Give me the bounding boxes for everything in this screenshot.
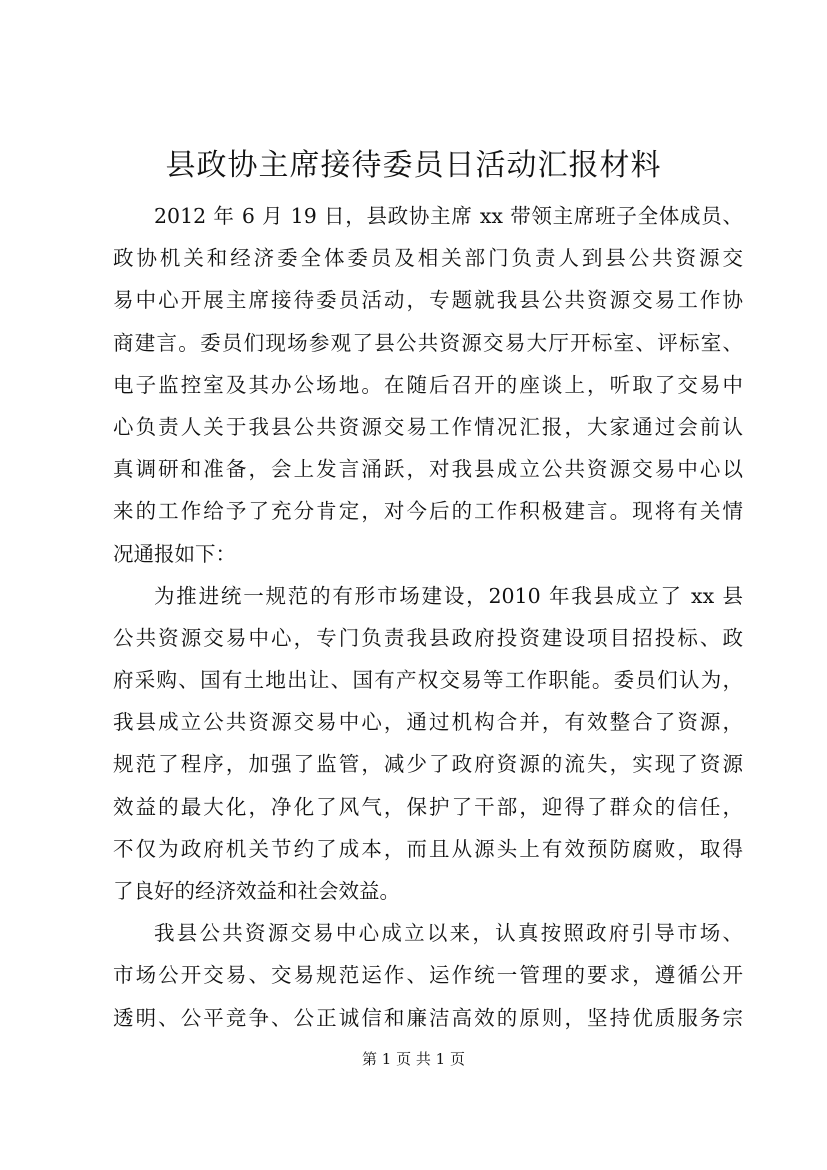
paragraph-line: 为推进统一规范的有形市场建设，2010 年我县成立了 xx 县	[154, 583, 743, 608]
paragraph-line: 府采购、国有土地出让、国有产权交易等工作职能。委员们认为，	[113, 668, 743, 693]
document-title: 县政协主席接待委员日活动汇报材料	[165, 148, 662, 183]
paragraph-line: 况通报如下：	[113, 541, 236, 566]
paragraph-line: 真调研和准备，会上发言涌跃，对我县成立公共资源交易中心以	[113, 457, 743, 482]
paragraph-line: 政协机关和经济委全体委员及相关部门负责人到县公共资源交	[113, 246, 743, 271]
document-body	[113, 195, 743, 1039]
paragraph-line: 我县公共资源交易中心成立以来，认真按照政府引导市场、	[154, 921, 743, 946]
paragraph-3	[113, 912, 743, 1039]
paragraph-line: 公共资源交易中心，专门负责我县政府投资建设项目招投标、政	[113, 625, 743, 650]
paragraph-line: 商建言。委员们现场参观了县公共资源交易大厅开标室、评标室、	[113, 330, 743, 355]
paragraph-line: 电子监控室及其办公场地。在随后召开的座谈上，听取了交易中	[113, 372, 743, 397]
paragraph-line: 来的工作给予了充分肯定，对今后的工作积极建言。现将有关情	[113, 499, 743, 524]
paragraph-2	[113, 575, 743, 913]
paragraph-line: 透明、公平竞争、公正诚信和廉洁高效的原则，坚持优质服务宗	[113, 1005, 743, 1030]
paragraph-line: 了良好的经济效益和社会效益。	[113, 879, 400, 903]
paragraph-line: 不仅为政府机关节约了成本，而且从源头上有效预防腐败，取得	[113, 836, 743, 861]
page-number-footer: 第 1 页 共 1 页	[362, 1050, 465, 1068]
paragraph-line: 效益的最大化，净化了风气，保护了干部，迎得了群众的信任，	[113, 794, 743, 819]
paragraph-line: 我县成立公共资源交易中心，通过机构合并，有效整合了资源，	[113, 710, 743, 735]
paragraph-line: 市场公开交易、交易规范运作、运作统一管理的要求，遵循公开	[113, 963, 743, 988]
paragraph-line: 易中心开展主席接待委员活动，专题就我县公共资源交易工作协	[113, 288, 743, 313]
paragraph-line: 心负责人关于我县公共资源交易工作情况汇报，大家通过会前认	[113, 414, 743, 439]
paragraph-line: 规范了程序，加强了监管，减少了政府资源的流失，实现了资源	[113, 752, 743, 777]
paragraph-line: 2012 年 6 月 19 日，县政协主席 xx 带领主席班子全体成员、	[154, 204, 743, 228]
paragraph-1	[113, 195, 743, 575]
